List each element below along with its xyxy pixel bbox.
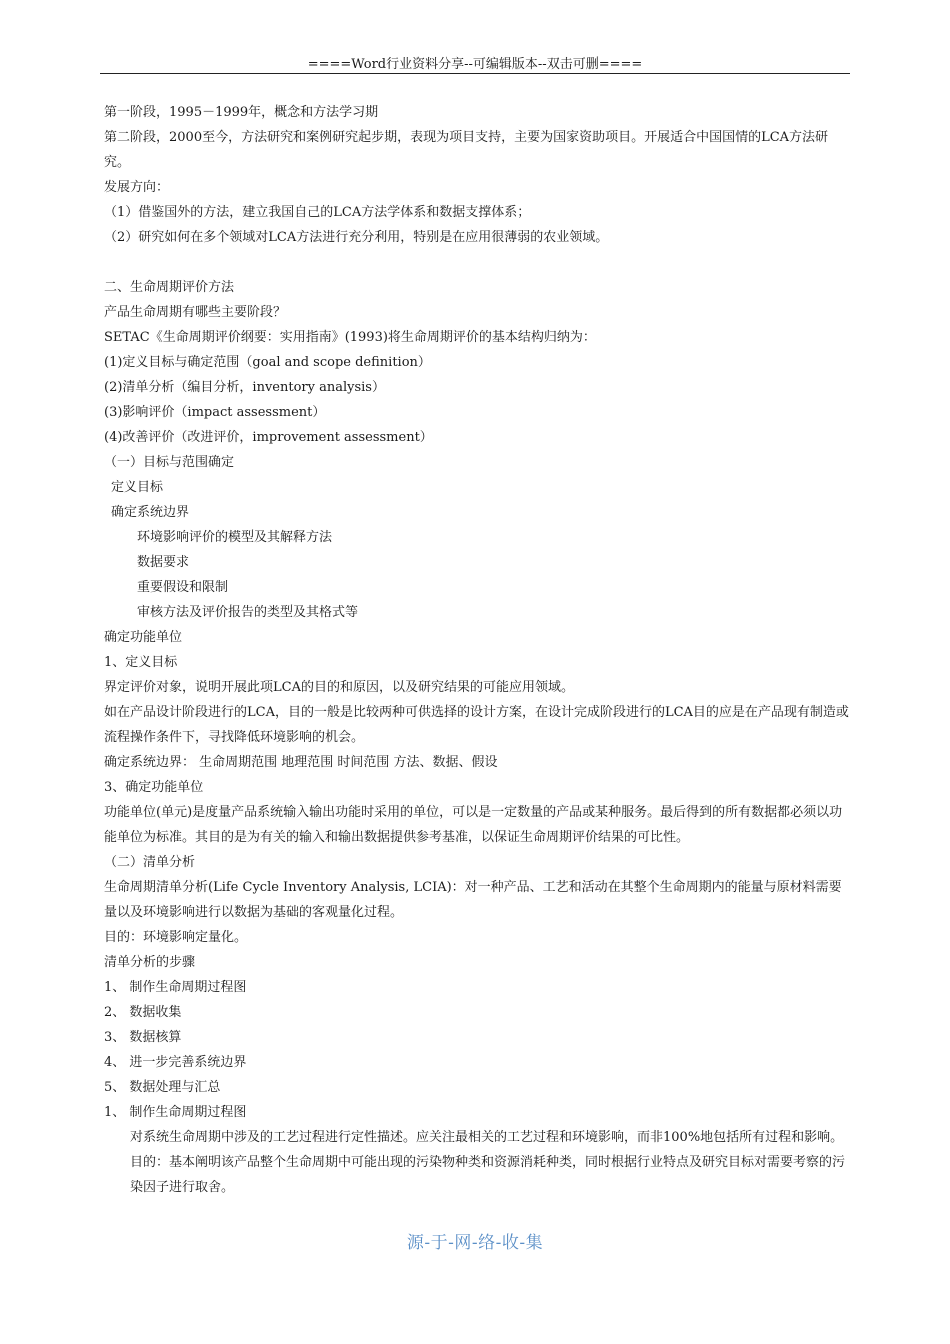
list-item: 4、 进一步完善系统边界 [104, 1055, 247, 1070]
list-item: (1)定义目标与确定范围（goal and scope definition） [104, 355, 431, 370]
list-item: (2)清单分析（编目分析，inventory analysis） [104, 380, 385, 395]
indented-paragraph: 目的：基本阐明该产品整个生命周期中可能出现的污染物种类和资源消耗种类，同时根据行业特点及研究目标对需要考察的污染因子进行取舍。 [130, 1155, 846, 1195]
subsection-heading: （二）清单分析 [104, 855, 196, 870]
outline-item: 确定功能单位 [104, 630, 183, 645]
page-header: ====Word行业资料分享--可编辑版本--双击可删==== [307, 57, 643, 72]
paragraph: 1、定义目标 [104, 655, 178, 670]
paragraph: 产品生命周期有哪些主要阶段？ [104, 305, 287, 320]
list-item: (3)影响评价（impact assessment） [104, 405, 326, 420]
indented-paragraph: 对系统生命周期中涉及的工艺过程进行定性描述。应关注最相关的工艺过程和环境影响，而非100%地包括所有过程和影响。 [130, 1130, 844, 1145]
list-item: 5、 数据处理与汇总 [104, 1080, 221, 1095]
list-item: 2、 数据收集 [104, 1005, 182, 1020]
subsection-heading: （一）目标与范围确定 [104, 455, 235, 470]
paragraph: 第二阶段，2000至今，方法研究和案例研究起步期，表现为项目支持，主要为国家资助项目。开展适合中国国情的LCA方法研究。 [104, 130, 829, 170]
list-item: （2）研究如何在多个领域对LCA方法进行充分利用，特别是在应用很薄弱的农业领域。 [104, 230, 609, 245]
list-item: 3、 数据核算 [104, 1030, 182, 1045]
list-item: （1）借鉴国外的方法，建立我国自己的LCA方法学体系和数据支撑体系； [104, 205, 531, 220]
outline-subitem: 环境影响评价的模型及其解释方法 [137, 530, 333, 545]
outline-subitem: 重要假设和限制 [137, 580, 229, 595]
list-item: (4)改善评价（改进评价，improvement assessment） [104, 430, 433, 445]
paragraph: SETAC《生命周期评价纲要：实用指南》(1993)将生命周期评价的基本结构归纳为： [104, 330, 596, 345]
blank-line [104, 250, 850, 275]
document-body [104, 100, 850, 1200]
paragraph: 清单分析的步骤 [104, 955, 196, 970]
outline-subitem: 数据要求 [137, 555, 190, 570]
list-item: 1、 制作生命周期过程图 [104, 980, 247, 995]
paragraph: 发展方向： [104, 180, 170, 195]
section-heading: 二、生命周期评价方法 [104, 280, 235, 295]
paragraph: 第一阶段，1995－1999年，概念和方法学习期 [104, 105, 379, 120]
outline-item: 确定系统边界 [111, 505, 190, 520]
paragraph: 界定评价对象，说明开展此项LCA的目的和原因，以及研究结果的可能应用领域。 [104, 680, 574, 695]
paragraph: 如在产品设计阶段进行的LCA，目的一般是比较两种可供选择的设计方案，在设计完成阶段进行的LCA目的应是在产品现有制造或流程操作条件下，寻找降低环境影响的机会。 [104, 705, 849, 745]
header-divider [100, 73, 850, 74]
page-footer: 源-于-网-络-收-集 [406, 1233, 544, 1253]
outline-item: 定义目标 [111, 480, 164, 495]
outline-subitem: 审核方法及评价报告的类型及其格式等 [137, 605, 359, 620]
paragraph: 功能单位(单元)是度量产品系统输入输出功能时采用的单位，可以是一定数量的产品或某种服务。最后得到的所有数据都必须以功能单位为标准。其目的是为有关的输入和输出数据提供参考基准，以保证生命周期评价结果的可比性。 [104, 805, 843, 845]
list-item: 1、 制作生命周期过程图 [104, 1105, 247, 1120]
paragraph: 目的：环境影响定量化。 [104, 930, 248, 945]
paragraph: 确定系统边界： 生命周期范围 地理范围 时间范围 方法、数据、假设 [104, 755, 498, 770]
paragraph: 生命周期清单分析(Life Cycle Inventory Analysis, LCIA)：对一种产品、工艺和活动在其整个生命周期内的能量与原材料需要量以及环境影响进行以数据为基础的客观量化过程。 [104, 880, 842, 920]
paragraph: 3、确定功能单位 [104, 780, 204, 795]
